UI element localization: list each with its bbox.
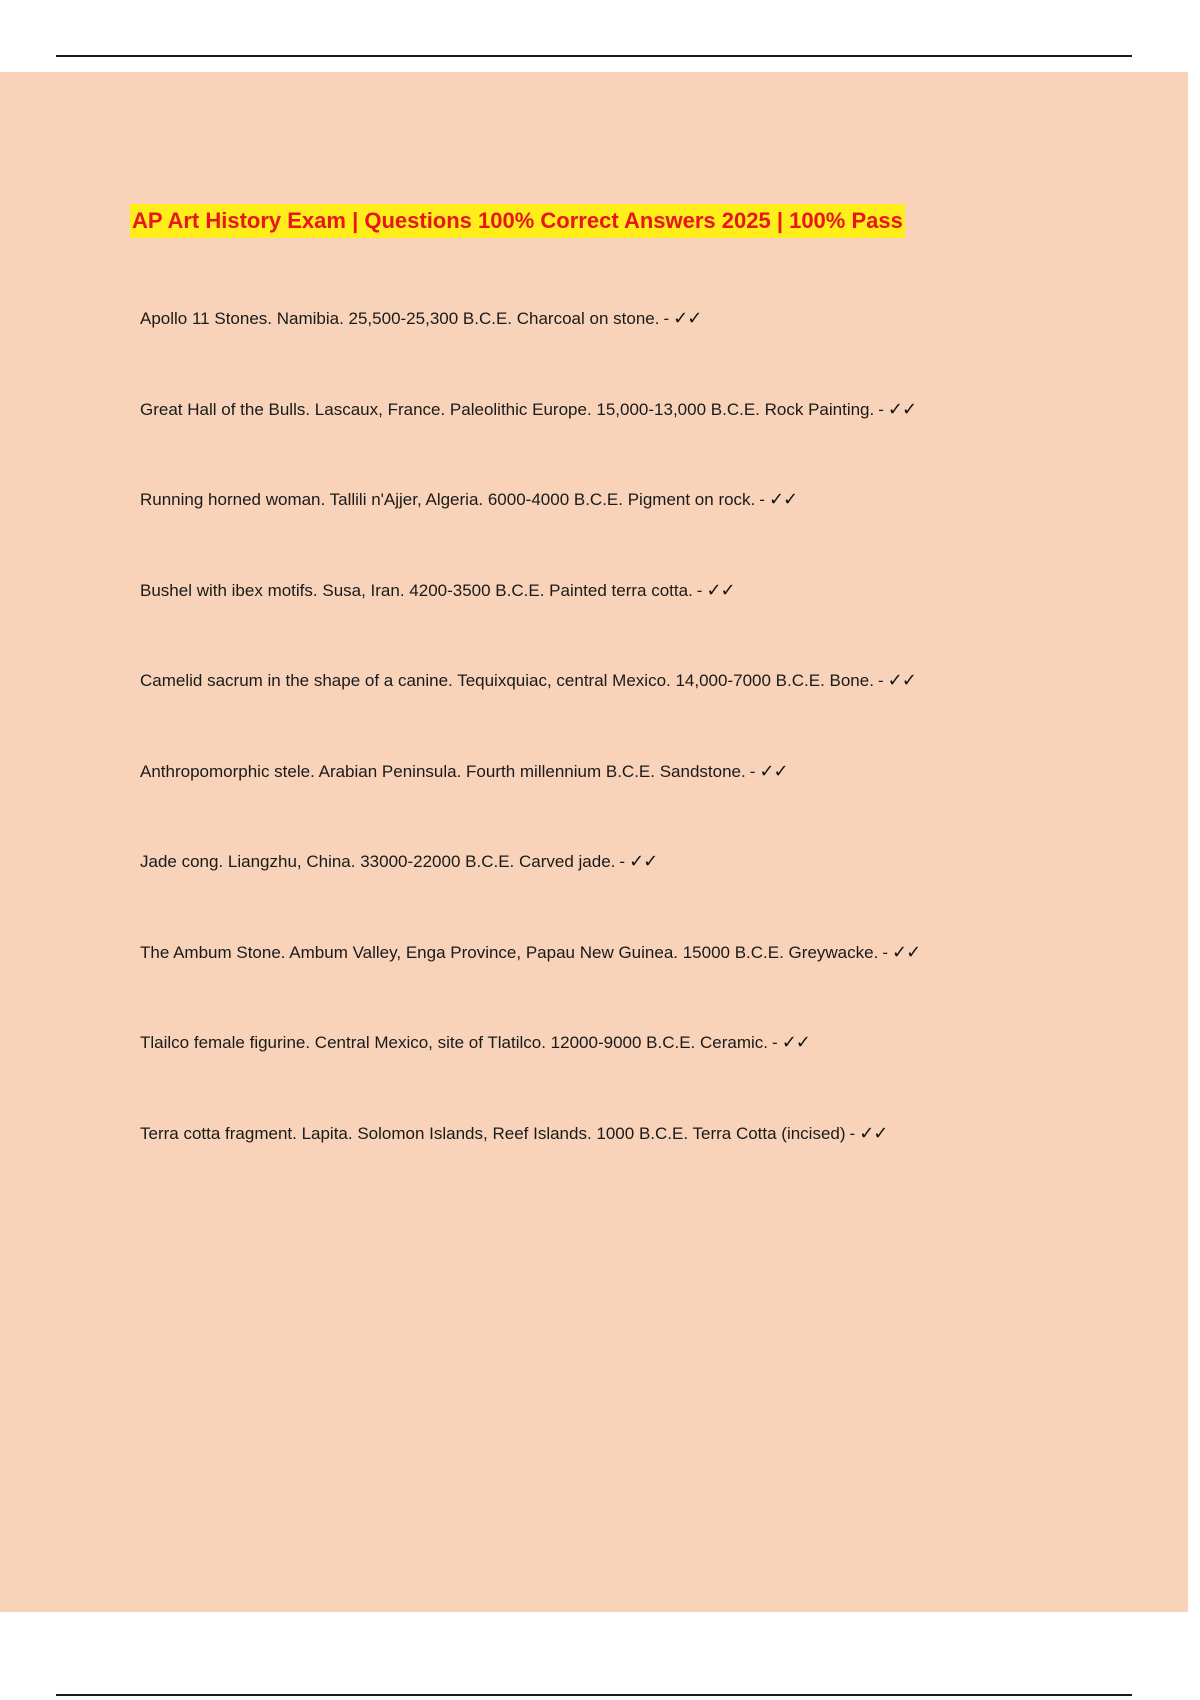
double-check-icon: ✓✓ — [706, 579, 735, 601]
double-check-icon: ✓✓ — [768, 489, 798, 510]
question-text: Apollo 11 Stones. Namibia. 25,500-25,300 B.C.E. Charcoal on stone. — [140, 309, 660, 328]
list-item — [140, 483, 920, 574]
question-text: Bushel with ibex motifs. Susa, Iran. 4200-3500 B.C.E. Painted terra cotta. — [140, 580, 693, 600]
double-check-icon: ✓✓ — [781, 1032, 810, 1053]
list-item — [140, 845, 920, 936]
separator: - — [696, 580, 703, 600]
separator: - — [849, 1123, 856, 1143]
question-text: The Ambum Stone. Ambum Valley, Enga Province, Papau New Guinea. 15000 B.C.E. Greywacke. — [140, 942, 879, 962]
separator: - — [772, 1033, 778, 1052]
list-item — [140, 1117, 920, 1208]
separator: - — [878, 399, 884, 419]
question-text: Jade cong. Liangzhu, China. 33000-22000 B.C.E. Carved jade. — [140, 852, 616, 871]
separator: - — [759, 490, 765, 509]
list-item — [140, 936, 920, 1027]
separator: - — [882, 942, 888, 962]
list-item — [140, 664, 920, 755]
question-text: Tlailco female figurine. Central Mexico, site of Tlatilco. 12000-9000 B.C.E. Ceramic. — [140, 1033, 769, 1052]
double-check-icon: ✓✓ — [759, 760, 788, 782]
question-text: Great Hall of the Bulls. Lascaux, France. Paleolithic Europe. 15,000-13,000 B.C.E. Rock Painting. — [140, 399, 875, 419]
question-text: Camelid sacrum in the shape of a canine. Tequixquiac, central Mexico. 14,000-7000 B.C.E. Bone. — [140, 671, 874, 690]
double-check-icon: ✓✓ — [891, 941, 921, 963]
question-text: Running horned woman. Tallili n'Ajjer, Algeria. 6000-4000 B.C.E. Pigment on rock. — [140, 490, 756, 509]
header-rule — [56, 55, 1132, 57]
list-item — [140, 755, 920, 846]
document-title: AP Art History Exam | Questions 100% Correct Answers 2025 | 100% Pass — [130, 204, 905, 238]
double-check-icon: ✓✓ — [887, 398, 917, 420]
double-check-icon: ✓✓ — [629, 851, 658, 872]
question-text: Anthropomorphic stele. Arabian Peninsula. Fourth millennium B.C.E. Sandstone. — [140, 761, 746, 781]
separator: - — [749, 761, 756, 781]
list-item — [140, 393, 920, 484]
separator: - — [877, 671, 884, 690]
list-item — [140, 302, 920, 393]
footer-rule — [56, 1694, 1132, 1696]
list-item — [140, 1026, 920, 1117]
double-check-icon: ✓✓ — [887, 670, 916, 691]
question-text: Terra cotta fragment. Lapita. Solomon Islands, Reef Islands. 1000 B.C.E. Terra Cotta (incised) — [140, 1123, 846, 1143]
separator: - — [619, 852, 626, 871]
double-check-icon: ✓✓ — [673, 308, 702, 329]
double-check-icon: ✓✓ — [859, 1122, 888, 1144]
separator: - — [663, 309, 670, 328]
question-list — [140, 302, 920, 1207]
list-item — [140, 574, 920, 665]
